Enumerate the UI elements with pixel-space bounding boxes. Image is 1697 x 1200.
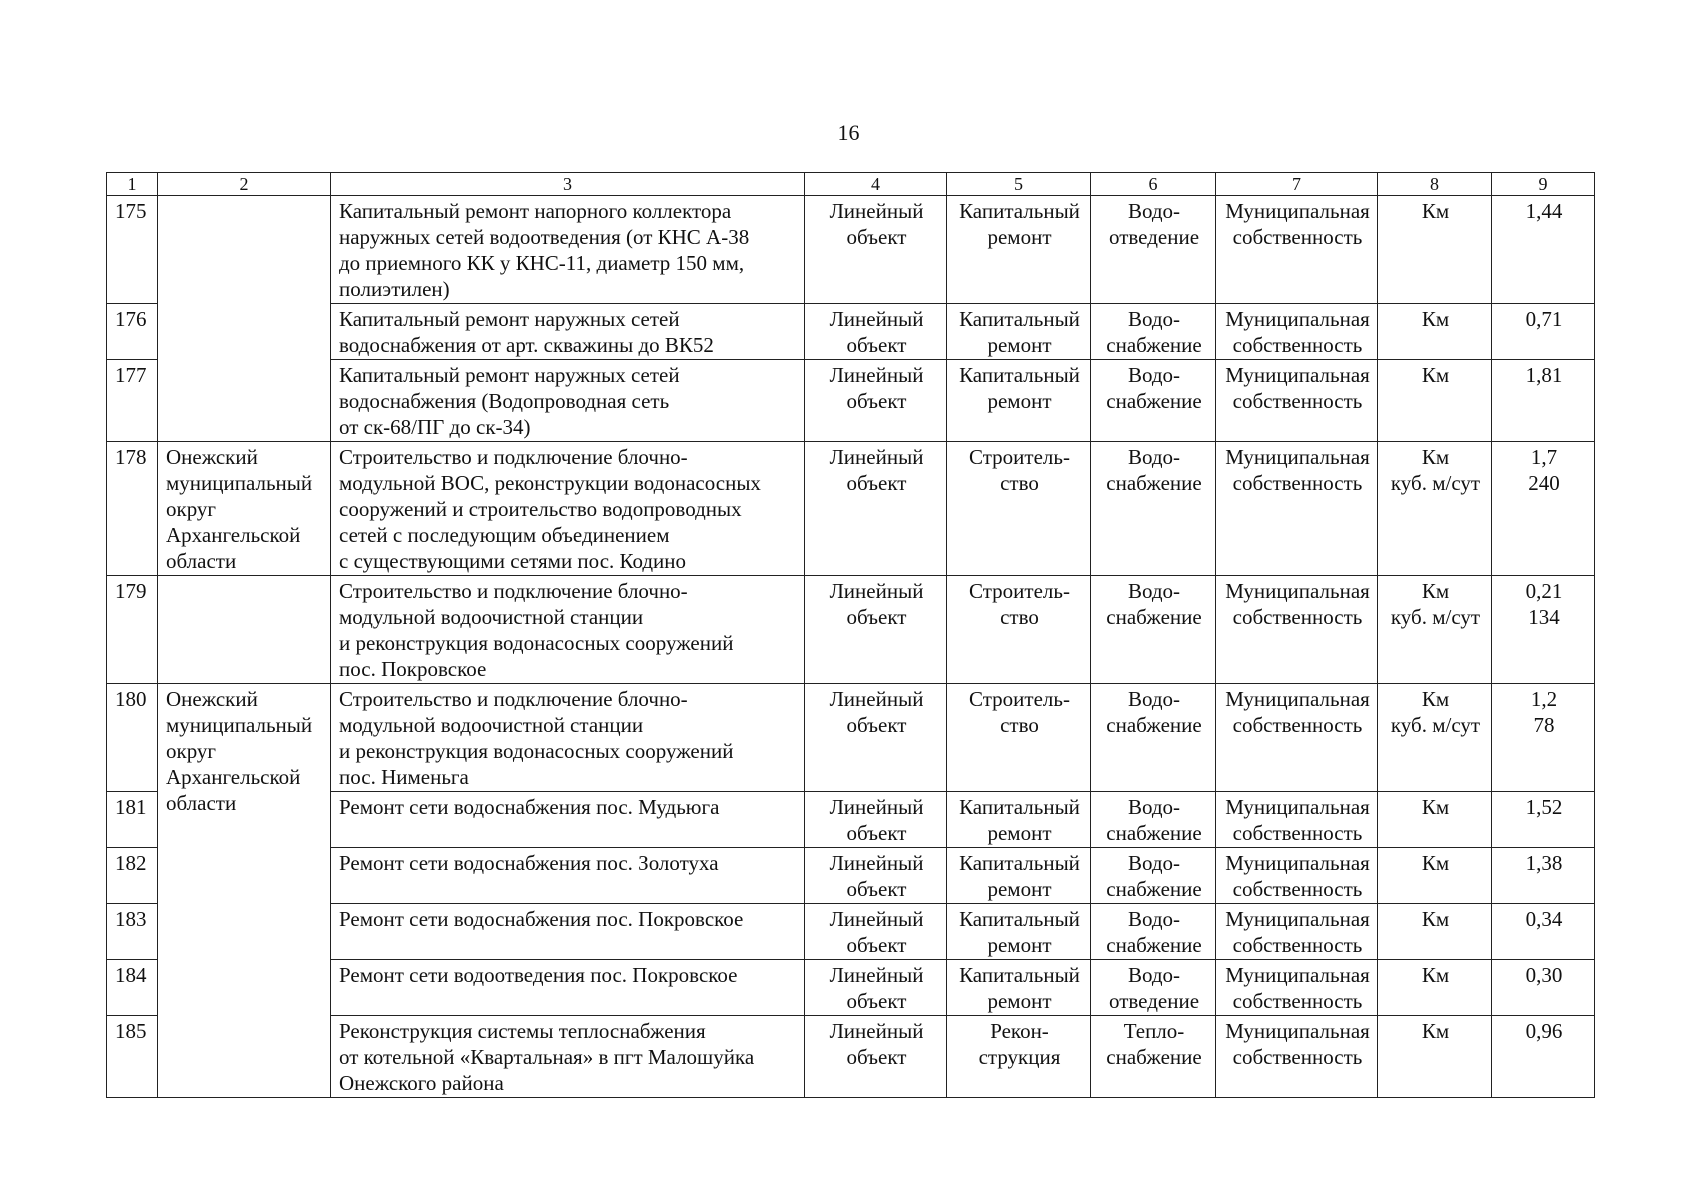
object-type-cell — [805, 848, 947, 904]
cell-line: Муниципальная — [1225, 795, 1370, 819]
work-type-cell — [947, 442, 1091, 576]
cell-line: 0,96 — [1525, 1019, 1563, 1043]
unit-cell — [1378, 1016, 1492, 1098]
cell-line: Муниципальная — [1225, 1019, 1370, 1043]
cell-line: Муниципальная — [1225, 907, 1370, 931]
cell-line: объект — [846, 713, 907, 737]
cell-line: Онежский — [166, 445, 258, 469]
cell-line: Архангельской — [166, 765, 301, 789]
table-row — [107, 442, 1595, 576]
cell-line: объект — [846, 471, 907, 495]
cell-line: до приемного КК у КНС-11, диаметр 150 мм, — [339, 251, 745, 275]
work-type-cell — [947, 1016, 1091, 1098]
cell-line: Капитальный — [959, 307, 1080, 331]
cell-line: Капитальный — [959, 363, 1080, 387]
cell-line: Строитель- — [969, 687, 1070, 711]
cell-line: Строительство и подключение блочно- — [339, 579, 688, 603]
cell-line: Муниципальная — [1225, 363, 1370, 387]
cell-line: Водо- — [1127, 307, 1181, 331]
cell-line: Капитальный ремонт наружных сетей — [339, 307, 680, 331]
object-type-cell — [805, 196, 947, 304]
cell-line: ремонт — [987, 225, 1052, 249]
cell-line: Км — [1421, 579, 1450, 603]
sector-cell — [1091, 960, 1216, 1016]
work-type-cell — [947, 960, 1091, 1016]
work-type-cell — [947, 576, 1091, 684]
row-number: 182 — [107, 848, 158, 904]
cell-line: Капитальный — [959, 851, 1080, 875]
column-header: 2 — [158, 173, 331, 196]
cell-line: куб. м/сут — [1390, 471, 1481, 495]
cell-line: снабжение — [1106, 333, 1202, 357]
cell-line: Линейный — [829, 445, 924, 469]
table-row — [107, 1016, 1595, 1098]
table-row — [107, 792, 1595, 848]
cell-line: Архангельской — [166, 523, 301, 547]
cell-line: объект — [846, 877, 907, 901]
cell-line: округ — [166, 739, 217, 763]
cell-line: Линейный — [829, 363, 924, 387]
cell-line: Линейный — [829, 199, 924, 223]
cell-line: Капитальный — [959, 907, 1080, 931]
cell-line: сетей с последующим объединением — [339, 523, 670, 547]
region-cell — [158, 684, 331, 1098]
row-number: 176 — [107, 304, 158, 360]
cell-line: Капитальный ремонт напорного коллектора — [339, 199, 732, 223]
cell-line: Км — [1421, 907, 1450, 931]
work-type-cell — [947, 196, 1091, 304]
cell-line: ство — [1000, 605, 1039, 629]
cell-line: объект — [846, 605, 907, 629]
cell-line: Линейный — [829, 795, 924, 819]
ownership-cell — [1216, 360, 1378, 442]
cell-line: Муниципальная — [1225, 199, 1370, 223]
cell-line: объект — [846, 989, 907, 1013]
cell-line: 0,34 — [1525, 907, 1563, 931]
object-type-cell — [805, 1016, 947, 1098]
cell-line: 1,7 — [1530, 445, 1558, 469]
cell-line: водоснабжения от арт. скважины до ВК52 — [339, 333, 714, 357]
cell-line: 1,52 — [1525, 795, 1563, 819]
description-cell — [331, 792, 805, 848]
cell-line: Км — [1421, 199, 1450, 223]
cell-line: муниципальный — [166, 471, 313, 495]
cell-line: Км — [1421, 687, 1450, 711]
value-cell — [1492, 960, 1595, 1016]
cell-line: Водо- — [1127, 363, 1181, 387]
cell-line: Реконструкция системы теплоснабжения — [339, 1019, 706, 1043]
column-header: 3 — [331, 173, 805, 196]
object-type-cell — [805, 684, 947, 792]
cell-line: Линейный — [829, 1019, 924, 1043]
cell-line: собственность — [1232, 471, 1363, 495]
cell-line: Ремонт сети водоснабжения пос. Покровское — [339, 907, 744, 931]
cell-line: 78 — [1533, 713, 1555, 737]
cell-line: Линейный — [829, 307, 924, 331]
cell-line: Линейный — [829, 963, 924, 987]
cell-line: Км — [1421, 1019, 1450, 1043]
region-cell — [158, 196, 331, 442]
cell-line: отведение — [1108, 989, 1200, 1013]
object-type-cell — [805, 792, 947, 848]
cell-line: Водо- — [1127, 579, 1181, 603]
cell-line: объект — [846, 333, 907, 357]
cell-line: пос. Нименьга — [339, 765, 469, 789]
cell-line: собственность — [1232, 989, 1363, 1013]
cell-line: снабжение — [1106, 605, 1202, 629]
table-row — [107, 848, 1595, 904]
work-type-cell — [947, 360, 1091, 442]
cell-line: модульной водоочистной станции — [339, 605, 644, 629]
cell-line: Водо- — [1127, 795, 1181, 819]
cell-line: 0,71 — [1525, 307, 1563, 331]
cell-line: 1,38 — [1525, 851, 1563, 875]
sector-cell — [1091, 848, 1216, 904]
cell-line: Муниципальная — [1225, 963, 1370, 987]
cell-line: Водо- — [1127, 907, 1181, 931]
ownership-cell — [1216, 960, 1378, 1016]
value-cell — [1492, 684, 1595, 792]
cell-line: снабжение — [1106, 389, 1202, 413]
ownership-cell — [1216, 196, 1378, 304]
table-body — [107, 173, 1595, 1098]
cell-line: области — [166, 549, 237, 573]
object-type-cell — [805, 360, 947, 442]
work-type-cell — [947, 304, 1091, 360]
row-number: 183 — [107, 904, 158, 960]
cell-line: Рекон- — [990, 1019, 1049, 1043]
cell-line: Ремонт сети водоснабжения пос. Золотуха — [339, 851, 719, 875]
sector-cell — [1091, 196, 1216, 304]
cell-line: округ — [166, 497, 217, 521]
cell-line: собственность — [1232, 1045, 1363, 1069]
ownership-cell — [1216, 904, 1378, 960]
cell-line: Капитальный ремонт наружных сетей — [339, 363, 680, 387]
description-cell — [331, 684, 805, 792]
cell-line: Водо- — [1127, 687, 1181, 711]
description-cell — [331, 442, 805, 576]
column-header: 7 — [1216, 173, 1378, 196]
column-header: 4 — [805, 173, 947, 196]
cell-line: 1,81 — [1525, 363, 1563, 387]
cell-line: от котельной «Квартальная» в пгт Малошуйка — [339, 1045, 755, 1069]
row-number: 179 — [107, 576, 158, 684]
cell-line: Капитальный — [959, 795, 1080, 819]
unit-cell — [1378, 792, 1492, 848]
work-type-cell — [947, 684, 1091, 792]
cell-line: 240 — [1528, 471, 1560, 495]
description-cell — [331, 1016, 805, 1098]
ownership-cell — [1216, 848, 1378, 904]
object-type-cell — [805, 904, 947, 960]
investment-table — [106, 172, 1595, 1098]
cell-line: Капитальный — [959, 199, 1080, 223]
column-number-row — [107, 173, 1595, 196]
table-row — [107, 960, 1595, 1016]
unit-cell — [1378, 360, 1492, 442]
cell-line: Муниципальная — [1225, 687, 1370, 711]
cell-line: Муниципальная — [1225, 579, 1370, 603]
cell-line: и реконструкция водонасосных сооружений — [339, 739, 734, 763]
object-type-cell — [805, 304, 947, 360]
work-type-cell — [947, 904, 1091, 960]
cell-line: снабжение — [1106, 933, 1202, 957]
cell-line: Км — [1421, 363, 1450, 387]
ownership-cell — [1216, 304, 1378, 360]
cell-line: 134 — [1528, 605, 1560, 629]
row-number: 180 — [107, 684, 158, 792]
cell-line: Онежский — [166, 687, 258, 711]
value-cell — [1492, 904, 1595, 960]
cell-line: сооружений и строительство водопроводных — [339, 497, 742, 521]
cell-line: куб. м/сут — [1390, 713, 1481, 737]
cell-line: собственность — [1232, 877, 1363, 901]
unit-cell — [1378, 196, 1492, 304]
value-cell — [1492, 442, 1595, 576]
cell-line: области — [166, 791, 237, 815]
unit-cell — [1378, 684, 1492, 792]
cell-line: Км — [1421, 851, 1450, 875]
ownership-cell — [1216, 1016, 1378, 1098]
description-cell — [331, 576, 805, 684]
cell-line: с существующими сетями пос. Кодино — [339, 549, 687, 573]
table-row — [107, 360, 1595, 442]
cell-line: собственность — [1232, 333, 1363, 357]
cell-line: собственность — [1232, 713, 1363, 737]
cell-line: собственность — [1232, 389, 1363, 413]
table-row — [107, 684, 1595, 792]
cell-line: и реконструкция водонасосных сооружений — [339, 631, 734, 655]
sector-cell — [1091, 684, 1216, 792]
region-cell — [158, 576, 331, 684]
cell-line: Км — [1421, 963, 1450, 987]
region-cell — [158, 442, 331, 576]
cell-line: муниципальный — [166, 713, 313, 737]
cell-line: Водо- — [1127, 851, 1181, 875]
unit-cell — [1378, 442, 1492, 576]
unit-cell — [1378, 960, 1492, 1016]
cell-line: Капитальный — [959, 963, 1080, 987]
cell-line: Водо- — [1127, 445, 1181, 469]
work-type-cell — [947, 848, 1091, 904]
cell-line: Строительство и подключение блочно- — [339, 687, 688, 711]
unit-cell — [1378, 576, 1492, 684]
sector-cell — [1091, 304, 1216, 360]
cell-line: Муниципальная — [1225, 851, 1370, 875]
cell-line: объект — [846, 933, 907, 957]
page-number: 16 — [837, 120, 860, 145]
cell-line: ремонт — [987, 877, 1052, 901]
ownership-cell — [1216, 576, 1378, 684]
cell-line: полиэтилен) — [339, 277, 450, 301]
cell-line: Ремонт сети водоотведения пос. Покровское — [339, 963, 738, 987]
cell-line: ство — [1000, 471, 1039, 495]
cell-line: модульной водоочистной станции — [339, 713, 644, 737]
value-cell — [1492, 576, 1595, 684]
value-cell — [1492, 360, 1595, 442]
object-type-cell — [805, 960, 947, 1016]
cell-line: ремонт — [987, 389, 1052, 413]
sector-cell — [1091, 576, 1216, 684]
column-header: 8 — [1378, 173, 1492, 196]
cell-line: снабжение — [1106, 713, 1202, 737]
cell-line: снабжение — [1106, 821, 1202, 845]
cell-line: собственность — [1232, 821, 1363, 845]
value-cell — [1492, 1016, 1595, 1098]
sector-cell — [1091, 1016, 1216, 1098]
object-type-cell — [805, 442, 947, 576]
cell-line: модульной ВОС, реконструкции водонасосных — [339, 471, 761, 495]
row-number: 184 — [107, 960, 158, 1016]
row-number: 181 — [107, 792, 158, 848]
value-cell — [1492, 792, 1595, 848]
cell-line: снабжение — [1106, 1045, 1202, 1069]
cell-line: объект — [846, 225, 907, 249]
unit-cell — [1378, 904, 1492, 960]
cell-line: 1,2 — [1530, 687, 1558, 711]
value-cell — [1492, 304, 1595, 360]
table-row — [107, 196, 1595, 304]
cell-line: Км — [1421, 445, 1450, 469]
sector-cell — [1091, 904, 1216, 960]
cell-line: Линейный — [829, 851, 924, 875]
cell-line: Строитель- — [969, 579, 1070, 603]
cell-line: собственность — [1232, 933, 1363, 957]
cell-line: Муниципальная — [1225, 307, 1370, 331]
cell-line: Ремонт сети водоснабжения пос. Мудьюга — [339, 795, 720, 819]
description-cell — [331, 960, 805, 1016]
ownership-cell — [1216, 442, 1378, 576]
column-header: 5 — [947, 173, 1091, 196]
cell-line: водоснабжения (Водопроводная сеть — [339, 389, 670, 413]
cell-line: собственность — [1232, 605, 1363, 629]
cell-line: Строитель- — [969, 445, 1070, 469]
cell-line: снабжение — [1106, 877, 1202, 901]
cell-line: 1,44 — [1525, 199, 1563, 223]
cell-line: 0,30 — [1525, 963, 1563, 987]
cell-line: объект — [846, 821, 907, 845]
table-row — [107, 576, 1595, 684]
ownership-cell — [1216, 684, 1378, 792]
cell-line: струкция — [978, 1045, 1061, 1069]
table-row — [107, 304, 1595, 360]
object-type-cell — [805, 576, 947, 684]
cell-line: ство — [1000, 713, 1039, 737]
ownership-cell — [1216, 792, 1378, 848]
value-cell — [1492, 196, 1595, 304]
cell-line: 0,21 — [1525, 579, 1563, 603]
description-cell — [331, 848, 805, 904]
unit-cell — [1378, 304, 1492, 360]
row-number: 175 — [107, 196, 158, 304]
cell-line: ремонт — [987, 989, 1052, 1013]
value-cell — [1492, 848, 1595, 904]
work-type-cell — [947, 792, 1091, 848]
column-header: 6 — [1091, 173, 1216, 196]
cell-line: Муниципальная — [1225, 445, 1370, 469]
cell-line: Тепло- — [1123, 1019, 1185, 1043]
cell-line: Водо- — [1127, 199, 1181, 223]
cell-line: отведение — [1108, 225, 1200, 249]
cell-line: Линейный — [829, 579, 924, 603]
description-cell — [331, 196, 805, 304]
cell-line: снабжение — [1106, 471, 1202, 495]
column-header: 9 — [1492, 173, 1595, 196]
sector-cell — [1091, 792, 1216, 848]
sector-cell — [1091, 442, 1216, 576]
cell-line: Онежского района — [339, 1071, 504, 1095]
cell-line: Водо- — [1127, 963, 1181, 987]
row-number: 178 — [107, 442, 158, 576]
cell-line: Линейный — [829, 907, 924, 931]
column-header: 1 — [107, 173, 158, 196]
row-number: 177 — [107, 360, 158, 442]
cell-line: ремонт — [987, 333, 1052, 357]
cell-line: куб. м/сут — [1390, 605, 1481, 629]
cell-line: наружных сетей водоотведения (от КНС А-38 — [339, 225, 750, 249]
cell-line: ремонт — [987, 933, 1052, 957]
cell-line: объект — [846, 389, 907, 413]
cell-line: Км — [1421, 795, 1450, 819]
cell-line: собственность — [1232, 225, 1363, 249]
cell-line: пос. Покровское — [339, 657, 487, 681]
sector-cell — [1091, 360, 1216, 442]
cell-line: объект — [846, 1045, 907, 1069]
cell-line: Линейный — [829, 687, 924, 711]
row-number: 185 — [107, 1016, 158, 1098]
description-cell — [331, 904, 805, 960]
table-row — [107, 904, 1595, 960]
description-cell — [331, 304, 805, 360]
description-cell — [331, 360, 805, 442]
cell-line: Строительство и подключение блочно- — [339, 445, 688, 469]
cell-line: Км — [1421, 307, 1450, 331]
unit-cell — [1378, 848, 1492, 904]
cell-line: ремонт — [987, 821, 1052, 845]
cell-line: от ск-68/ПГ до ск-34) — [339, 415, 531, 439]
